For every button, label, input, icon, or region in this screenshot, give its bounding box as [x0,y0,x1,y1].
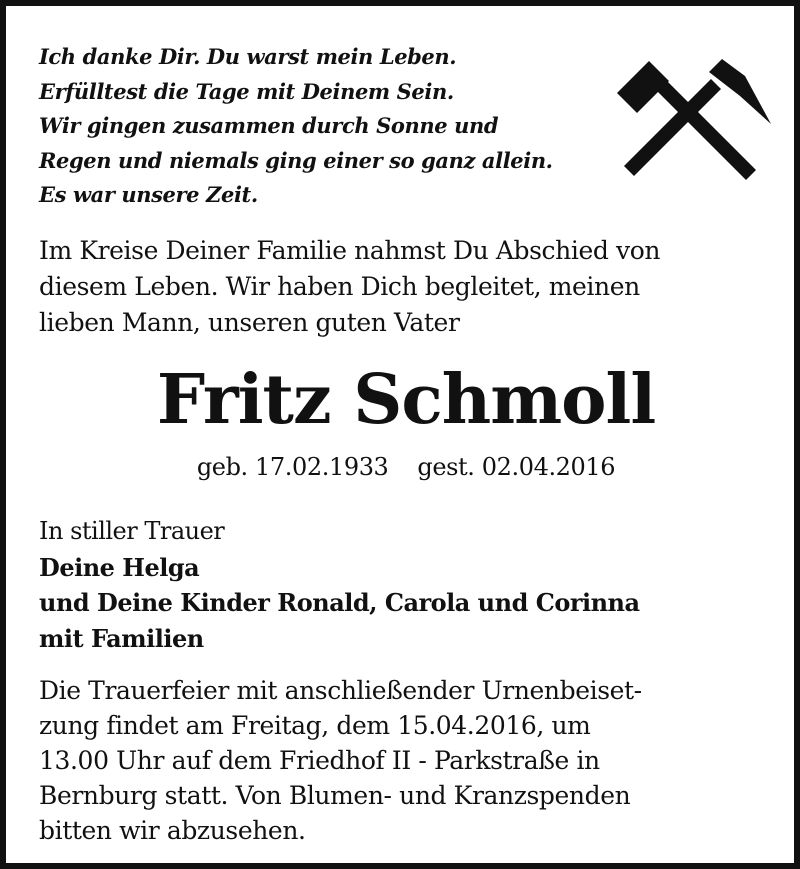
hammer-and-pick-icon [610,46,772,192]
poem-line: Erfülltest die Tage mit Deinem Sein. [39,78,454,104]
service-line: zung findet am Freitag, dem 15.04.2016, um [39,711,591,740]
poem-line: Wir gingen zusammen durch Sonne und [39,113,499,138]
intro-line: lieben Mann, unseren guten Vater [39,308,460,337]
mourner-line: mit Familien [39,623,204,653]
mourners-intro: In stiller Trauer [39,517,225,545]
death-date: gest. 02.04.2016 [417,453,616,481]
service-line: Die Trauerfeier mit anschließender Urnenbeiset- [39,676,642,705]
poem-line: Es war unsere Zeit. [39,182,258,207]
birth-date: geb. 17.02.1933 [196,453,389,481]
intro-line: diesem Leben. Wir haben Dich begleitet, meinen [39,272,640,301]
mourner-line: und Deine Kinder Ronald, Carola und Corinna [39,588,640,617]
poem-line: Ich danke Dir. Du warst mein Leben. [39,44,457,69]
intro-line: Im Kreise Deiner Familie nahmst Du Abschied von [39,236,661,265]
deceased-name: Fritz Schmoll [156,360,656,440]
life-dates [6,450,800,484]
service-info [39,673,642,848]
intro-text [39,233,660,341]
mourner-line: Deine Helga [39,552,200,582]
service-line: 13.00 Uhr auf dem Friedhof II - Parkstraße in [39,746,600,775]
poem [39,40,553,213]
service-line: Bernburg statt. Von Blumen- und Kranzspenden [39,781,631,810]
poem-line: Regen und niemals ging einer so ganz allein. [39,147,553,173]
service-line: bitten wir abzusehen. [39,816,306,845]
mourners [39,514,640,656]
